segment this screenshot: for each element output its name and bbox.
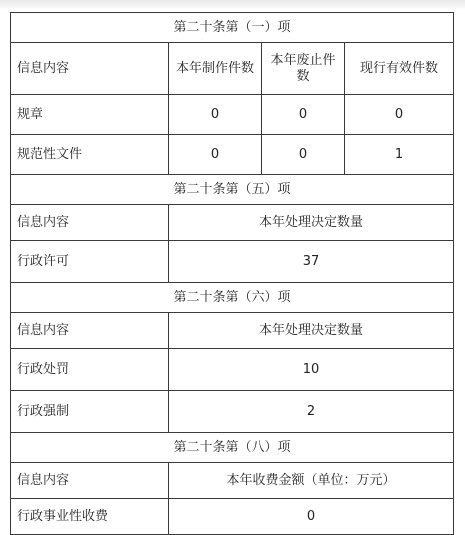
row-label: 规章 xyxy=(11,95,169,135)
row-label: 行政事业性收费 xyxy=(11,499,169,535)
row-label: 行政许可 xyxy=(11,241,169,283)
section-title-row xyxy=(11,283,454,313)
header-made-count: 本年制作件数 xyxy=(169,43,262,95)
cell-value: 0 xyxy=(169,95,262,135)
disclosure-table xyxy=(10,12,454,535)
table-row xyxy=(11,499,454,535)
header-decision-count: 本年处理决定数量 xyxy=(169,313,454,349)
header-abolished-count: 本年废止件数 xyxy=(262,43,345,95)
row-label: 行政处罚 xyxy=(11,349,169,391)
header-decision-count: 本年处理决定数量 xyxy=(169,205,454,241)
section-title-row xyxy=(11,13,454,43)
header-row xyxy=(11,463,454,499)
header-info-content: 信息内容 xyxy=(11,43,169,95)
row-label: 行政强制 xyxy=(11,391,169,433)
cell-value: 0 xyxy=(262,135,345,175)
header-row xyxy=(11,205,454,241)
header-fee-amount: 本年收费金额（单位：万元） xyxy=(169,463,454,499)
table-row xyxy=(11,241,454,283)
cell-value: 10 xyxy=(169,349,454,391)
table-row xyxy=(11,95,454,135)
section-title-row xyxy=(11,433,454,463)
section-title-row xyxy=(11,175,454,205)
cell-value: 0 xyxy=(262,95,345,135)
table-row xyxy=(11,349,454,391)
cell-value: 0 xyxy=(345,95,454,135)
table-row xyxy=(11,391,454,433)
header-row xyxy=(11,313,454,349)
header-info-content: 信息内容 xyxy=(11,205,169,241)
section-title: 第二十条第（一）项 xyxy=(11,13,454,43)
header-valid-count: 现行有效件数 xyxy=(345,43,454,95)
section-title: 第二十条第（八）项 xyxy=(11,433,454,463)
table-row xyxy=(11,135,454,175)
header-row xyxy=(11,43,454,95)
cell-value: 0 xyxy=(169,135,262,175)
cell-value: 2 xyxy=(169,391,454,433)
row-label: 规范性文件 xyxy=(11,135,169,175)
header-info-content: 信息内容 xyxy=(11,313,169,349)
scan-edge xyxy=(0,0,465,10)
section-title: 第二十条第（六）项 xyxy=(11,283,454,313)
cell-value: 37 xyxy=(169,241,454,283)
section-title: 第二十条第（五）项 xyxy=(11,175,454,205)
header-info-content: 信息内容 xyxy=(11,463,169,499)
cell-value: 0 xyxy=(169,499,454,535)
cell-value: 1 xyxy=(345,135,454,175)
